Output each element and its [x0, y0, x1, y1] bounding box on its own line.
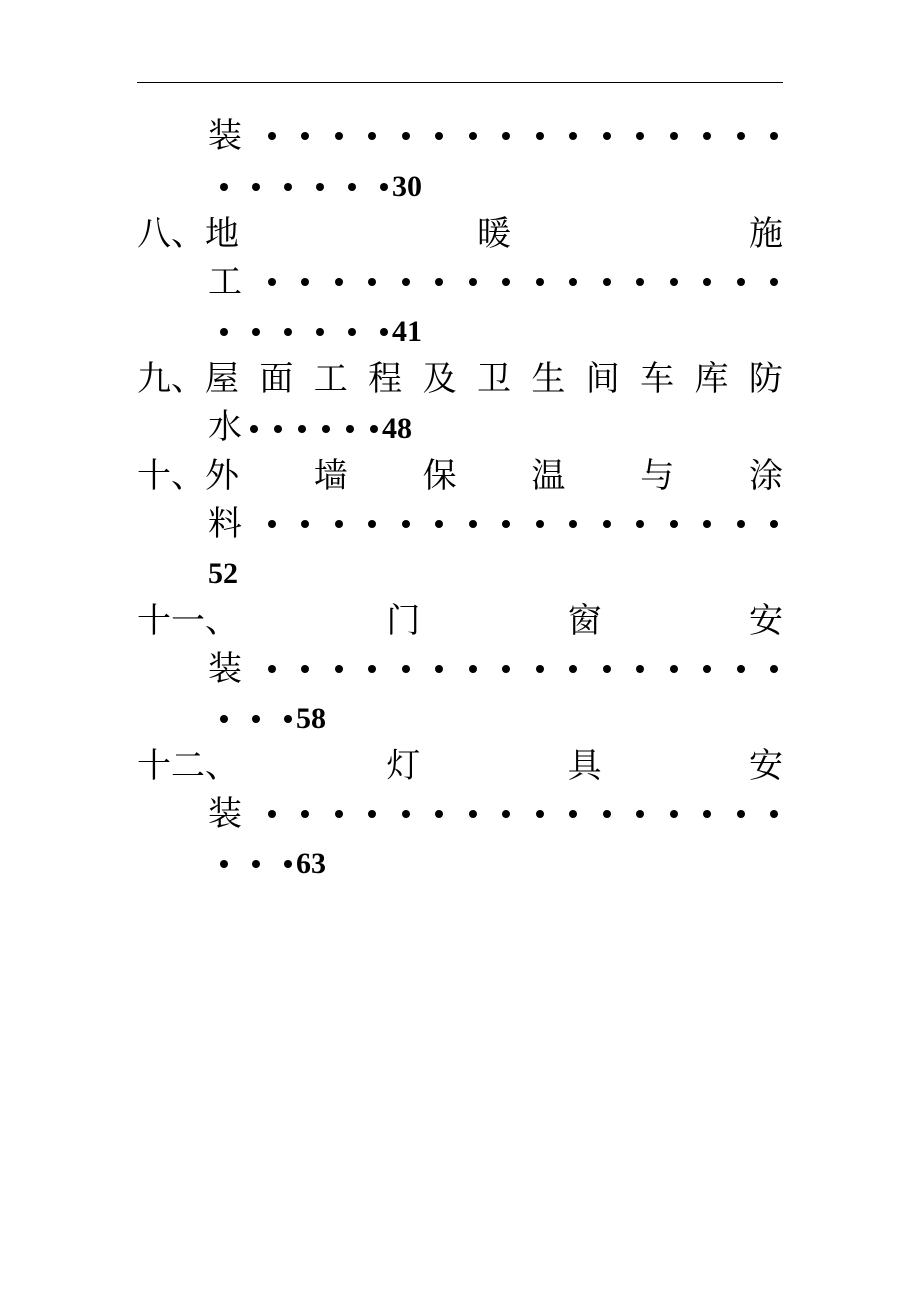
leader-dot: [536, 665, 544, 673]
toc-entry-9-char: 及: [422, 359, 457, 399]
leader-dot: [284, 715, 292, 723]
leader-dot: [220, 328, 228, 336]
toc-entry-10-char: 十、外: [137, 456, 239, 496]
toc-entry-12-title[interactable]: [137, 742, 783, 790]
toc-entry-12-page-line: [220, 838, 326, 886]
toc-entry-8-page: 41: [392, 315, 422, 348]
leader-dot: [316, 328, 324, 336]
toc-entry-11-title[interactable]: [137, 597, 783, 645]
leader-dot: [435, 132, 443, 140]
leader-dot: [603, 520, 611, 528]
leader-dot: [435, 520, 443, 528]
leader-dot: [402, 665, 410, 673]
toc-entry-9-char: 九、屋: [137, 359, 239, 399]
leader-dot: [301, 132, 309, 140]
leader-dot: [469, 665, 477, 673]
toc-entry-11-dots: [208, 645, 778, 693]
leader-dot: [335, 810, 343, 818]
leader-dot: [368, 278, 376, 286]
leader-dot: [220, 715, 228, 723]
leader-dot: [636, 132, 644, 140]
toc-entry-11-page: 58: [296, 702, 326, 735]
toc-entry-9-title[interactable]: [137, 355, 783, 403]
leader-dot: [469, 520, 477, 528]
leader-dot: [603, 810, 611, 818]
toc-entry-11-char: 门: [386, 601, 421, 641]
leader-dot: [335, 278, 343, 286]
leader-dot: [502, 810, 510, 818]
toc-entry-12-char: 灯: [386, 746, 421, 786]
leader-dot: [536, 810, 544, 818]
leader-dot: [435, 278, 443, 286]
toc-entry-10-char: 保: [422, 456, 457, 496]
leader-dot: [469, 810, 477, 818]
leader-dot: [368, 665, 376, 673]
leader-dot: [703, 132, 711, 140]
leader-dot: [252, 183, 260, 191]
leader-dot: [435, 810, 443, 818]
leader-dot: [252, 328, 260, 336]
leader-dot: [737, 810, 745, 818]
leader-dot: [636, 810, 644, 818]
leader-dot: [569, 810, 577, 818]
leader-dot: [284, 183, 292, 191]
leader-dot: [220, 183, 228, 191]
leader-dot: [220, 860, 228, 868]
toc-entry-12-dots: [208, 790, 778, 838]
toc-entry-7-tail: 装: [208, 116, 242, 156]
toc-entry-11-char: 十一、: [137, 601, 239, 641]
leader-dot: [536, 132, 544, 140]
toc-entry-12-page: 63: [296, 847, 326, 880]
leader-dot: [252, 860, 260, 868]
leader-dot: [670, 665, 678, 673]
toc-entry-9-char: 生: [531, 359, 566, 399]
leader-dot: [636, 665, 644, 673]
leader-dot: [301, 520, 309, 528]
toc-entry-10-char: 墙: [313, 456, 348, 496]
leader-dot: [737, 132, 745, 140]
leader-dot: [322, 425, 330, 433]
leader-dot: [335, 520, 343, 528]
leader-dot: [370, 425, 378, 433]
leader-dot: [380, 183, 388, 191]
leader-dot: [670, 520, 678, 528]
toc-entry-10-title[interactable]: [137, 452, 783, 500]
toc-entry-10-char: 与: [640, 456, 675, 496]
leader-dot: [636, 278, 644, 286]
leader-dot: [268, 665, 276, 673]
leader-dot: [569, 278, 577, 286]
leader-dot: [536, 278, 544, 286]
toc-entry-9-char: 车: [640, 359, 675, 399]
leader-dot: [368, 520, 376, 528]
leader-dot: [670, 132, 678, 140]
toc-entry-10-dots: [208, 500, 778, 548]
toc-entry-12-char: 安: [748, 746, 783, 786]
leader-dot: [402, 132, 410, 140]
toc-entry-9-char: 卫: [476, 359, 511, 399]
leader-dot: [301, 810, 309, 818]
leader-dot: [301, 278, 309, 286]
toc-entry-8-char: 八、地: [137, 214, 239, 254]
leader-dot: [737, 665, 745, 673]
leader-dot: [670, 810, 678, 818]
leader-dot: [703, 520, 711, 528]
leader-dot: [335, 132, 343, 140]
toc-entry-9-char: 库: [694, 359, 729, 399]
toc-entry-11-char: 窗: [567, 601, 602, 641]
leader-dot: [770, 132, 778, 140]
leader-dot: [703, 665, 711, 673]
leader-dot: [380, 328, 388, 336]
leader-dot: [737, 520, 745, 528]
toc-entry-8-char: 施: [749, 214, 783, 254]
toc-entry-8-tail: 工: [208, 262, 242, 302]
toc-entry-8-dots: [208, 258, 778, 306]
leader-dot: [502, 132, 510, 140]
leader-dot: [603, 665, 611, 673]
leader-dot: [348, 328, 356, 336]
leader-dot: [469, 278, 477, 286]
leader-dot: [348, 183, 356, 191]
toc-entry-10-tail: 料: [208, 504, 242, 544]
toc-entry-9-page-line: [208, 403, 412, 451]
leader-dot: [737, 278, 745, 286]
toc-entry-10-char: 涂: [748, 456, 783, 496]
leader-dot: [346, 425, 354, 433]
toc-entry-9-char: 程: [368, 359, 403, 399]
toc-entry-8-char: 暖: [477, 214, 511, 254]
leader-dot: [770, 665, 778, 673]
leader-dot: [670, 278, 678, 286]
leader-dot: [636, 520, 644, 528]
leader-dot: [268, 520, 276, 528]
leader-dot: [268, 810, 276, 818]
toc-entry-9-page: 48: [382, 412, 412, 445]
toc-entry-12-char: 具: [567, 746, 602, 786]
leader-dot: [402, 520, 410, 528]
leader-dot: [268, 132, 276, 140]
toc-entry-8-title[interactable]: [137, 210, 783, 258]
leader-dot: [502, 278, 510, 286]
toc-entry-10-char: 温: [531, 456, 566, 496]
toc-entry-12-char: 十二、: [137, 746, 239, 786]
toc-entry-8-page-line: [220, 306, 422, 354]
toc-entry-7-dots[interactable]: [208, 112, 778, 160]
leader-dot: [335, 665, 343, 673]
leader-dot: [770, 810, 778, 818]
leader-dot: [301, 665, 309, 673]
leader-dot: [603, 132, 611, 140]
toc-entry-12-tail: 装: [208, 794, 242, 834]
leader-dot: [402, 278, 410, 286]
leader-dot: [284, 860, 292, 868]
leader-dot: [298, 425, 306, 433]
leader-dot: [603, 278, 611, 286]
leader-dot: [502, 520, 510, 528]
leader-dot: [569, 520, 577, 528]
leader-dot: [268, 278, 276, 286]
leader-dot: [316, 183, 324, 191]
header-rule: [137, 82, 783, 83]
toc-entry-11-page-line: [220, 693, 326, 741]
leader-dot: [252, 715, 260, 723]
leader-dot: [703, 810, 711, 818]
toc-entry-10-page-line: [208, 548, 238, 596]
leader-dot: [274, 425, 282, 433]
toc-entry-11-tail: 装: [208, 649, 242, 689]
toc-entry-9-char: 间: [585, 359, 620, 399]
toc-entry-10-page: 52: [208, 557, 238, 590]
leader-dot: [368, 132, 376, 140]
leader-dot: [368, 810, 376, 818]
leader-dot: [469, 132, 477, 140]
toc-entry-11-char: 安: [748, 601, 783, 641]
toc-entry-7-page: 30: [392, 170, 422, 203]
toc-entry-9-char: 面: [259, 359, 294, 399]
leader-dot: [770, 520, 778, 528]
leader-dot: [402, 810, 410, 818]
toc-entry-9-char: 防: [748, 359, 783, 399]
leader-dot: [435, 665, 443, 673]
leader-dot: [703, 278, 711, 286]
toc-entry-9-tail: 水: [208, 407, 242, 447]
leader-dot: [284, 328, 292, 336]
leader-dot: [569, 665, 577, 673]
leader-dot: [770, 278, 778, 286]
leader-dot: [536, 520, 544, 528]
toc-entry-7-page-line: [220, 161, 422, 209]
leader-dot: [250, 425, 258, 433]
leader-dot: [569, 132, 577, 140]
leader-dot: [502, 665, 510, 673]
toc-entry-9-char: 工: [313, 359, 348, 399]
